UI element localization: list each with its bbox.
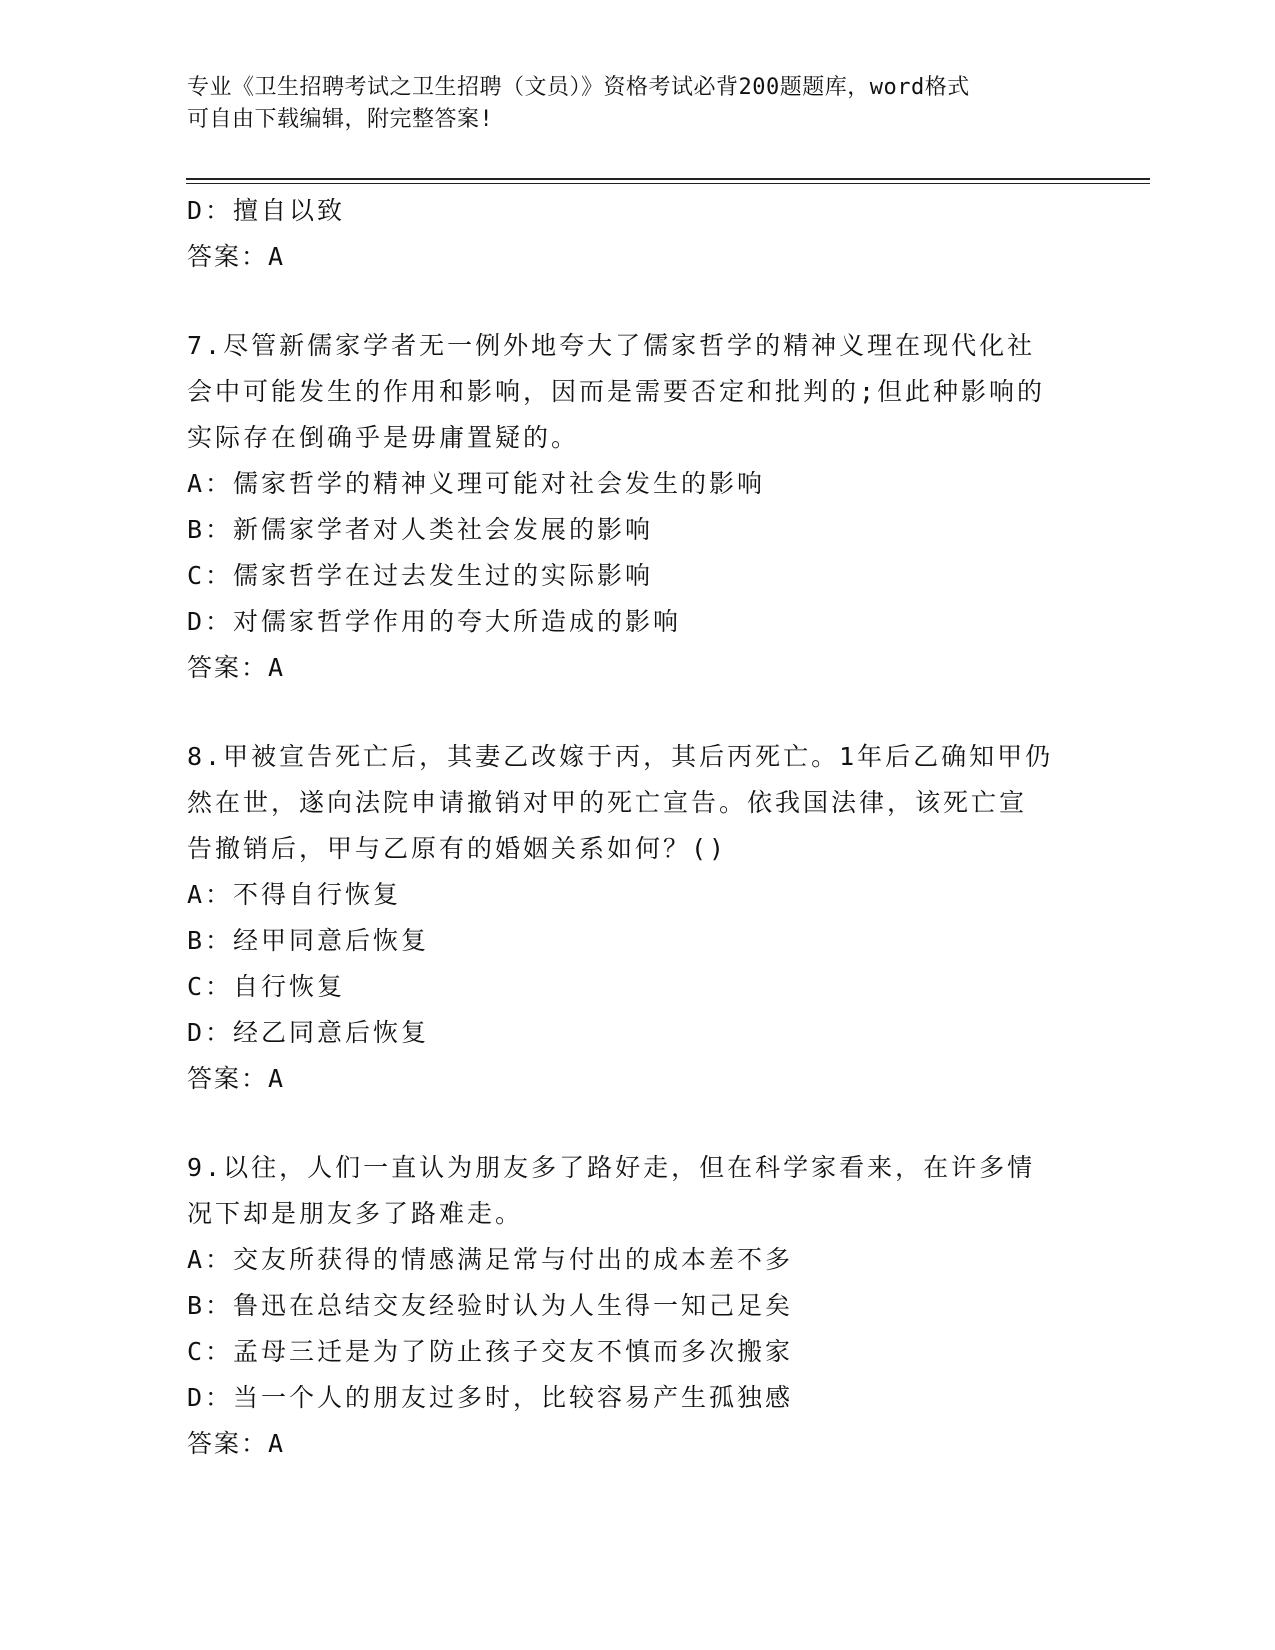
question-text-line: 7.尽管新儒家学者无一例外地夸大了儒家哲学的精神义理在现代化社: [187, 331, 1036, 360]
document-body: [187, 188, 1087, 1467]
option-c: C：自行恢复: [187, 972, 346, 1001]
page-header: [187, 72, 1087, 136]
option-d: D：对儒家哲学作用的夸大所造成的影响: [187, 607, 682, 636]
option-c: C：儒家哲学在过去发生过的实际影响: [187, 561, 654, 590]
question-text-line: 实际存在倒确乎是毋庸置疑的。: [187, 423, 580, 452]
header-line-1: 专业《卫生招聘考试之卫生招聘（文员）》资格考试必背200题题库，word格式: [187, 75, 970, 100]
spacer: [187, 691, 1087, 734]
option-d: D：擅自以致: [187, 196, 346, 225]
question-text-line: 然在世，遂向法院申请撤销对甲的死亡宣告。依我国法律，该死亡宣: [187, 788, 1028, 817]
option-d: D：当一个人的朋友过多时，比较容易产生孤独感: [187, 1383, 794, 1412]
question-text-line: 会中可能发生的作用和影响，因而是需要否定和批判的;但此种影响的: [187, 377, 1046, 406]
option-b: B：新儒家学者对人类社会发展的影响: [187, 515, 654, 544]
option-a: A：交友所获得的情感满足常与付出的成本差不多: [187, 1245, 794, 1274]
option-b: B：经甲同意后恢复: [187, 926, 430, 955]
question-9: [187, 1145, 1087, 1467]
spacer: [187, 280, 1087, 323]
answer: 答案：A: [187, 1064, 286, 1093]
question-text-line: 8.甲被宣告死亡后，其妻乙改嫁于丙，其后丙死亡。1年后乙确知甲仍: [187, 742, 1054, 771]
answer: 答案：A: [187, 653, 286, 682]
option-a: A：儒家哲学的精神义理可能对社会发生的影响: [187, 469, 766, 498]
option-d: D：经乙同意后恢复: [187, 1018, 430, 1047]
option-c: C：孟母三迁是为了防止孩子交友不慎而多次搬家: [187, 1337, 794, 1366]
question-text-line: 9.以往，人们一直认为朋友多了路好走，但在科学家看来，在许多情: [187, 1153, 1036, 1182]
answer: 答案：A: [187, 242, 286, 271]
spacer: [187, 1102, 1087, 1145]
question-text-line: 况下却是朋友多了路难走。: [187, 1199, 524, 1228]
question-7: [187, 323, 1087, 691]
header-line-2: 可自由下载编辑，附完整答案!: [187, 107, 494, 132]
question-text-line: 告撤销后，甲与乙原有的婚姻关系如何？(): [187, 834, 728, 863]
option-a: A：不得自行恢复: [187, 880, 402, 909]
answer: 答案：A: [187, 1429, 286, 1458]
header-divider: [186, 178, 1150, 184]
option-b: B：鲁迅在总结交友经验时认为人生得一知己足矣: [187, 1291, 794, 1320]
question-8: [187, 734, 1087, 1102]
